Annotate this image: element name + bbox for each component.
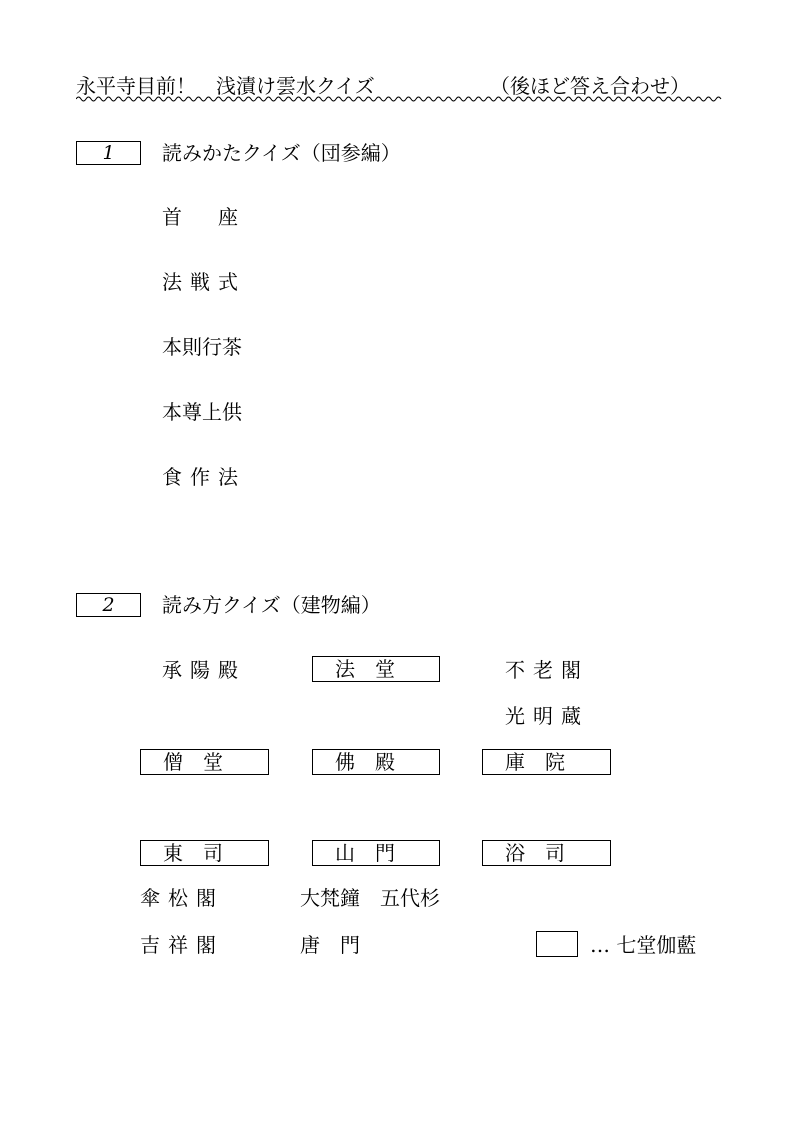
page-title: 永平寺目前！ 浅漬け雲水クイズ [76, 74, 375, 98]
building-daibonsho-godaisugi: 大梵鐘 五代杉 [300, 886, 440, 910]
building-hatto-box: 法 堂 [312, 656, 440, 682]
quiz1-item-5: 食作法 [162, 465, 246, 489]
section1-number-box: 1 [76, 141, 141, 165]
building-tosu-box: 東 司 [140, 840, 269, 866]
answer-blank-box [536, 931, 578, 957]
page-note: （後ほど答え合わせ） [490, 74, 690, 98]
quiz1-item-2: 法戦式 [162, 270, 246, 294]
building-butsuden-box: 佛 殿 [312, 749, 440, 775]
wavy-underline [76, 95, 722, 103]
quiz1-item-3: 本則行茶 [162, 335, 242, 359]
building-furokaku: 不老閣 [505, 658, 589, 682]
section2-number-box: 2 [76, 593, 141, 617]
building-kichijokaku: 吉祥閣 [140, 933, 224, 957]
building-shoyoden: 承陽殿 [162, 658, 246, 682]
building-kuin-box: 庫 院 [482, 749, 611, 775]
shichido-garan-label: … 七堂伽藍 [590, 933, 697, 957]
building-yokusu-box: 浴 司 [482, 840, 611, 866]
section2-heading: 読み方クイズ（建物編） [162, 593, 381, 617]
building-karamon: 唐 門 [300, 933, 360, 957]
building-sanmon-box: 山 門 [312, 840, 440, 866]
building-sanshokaku: 傘松閣 [140, 886, 224, 910]
quiz1-item-1: 首 座 [162, 205, 246, 229]
building-komyozo: 光明蔵 [505, 704, 589, 728]
building-sodo-box: 僧 堂 [140, 749, 269, 775]
section1-heading: 読みかたクイズ（団参編） [162, 141, 401, 165]
quiz1-item-4: 本尊上供 [162, 400, 242, 424]
